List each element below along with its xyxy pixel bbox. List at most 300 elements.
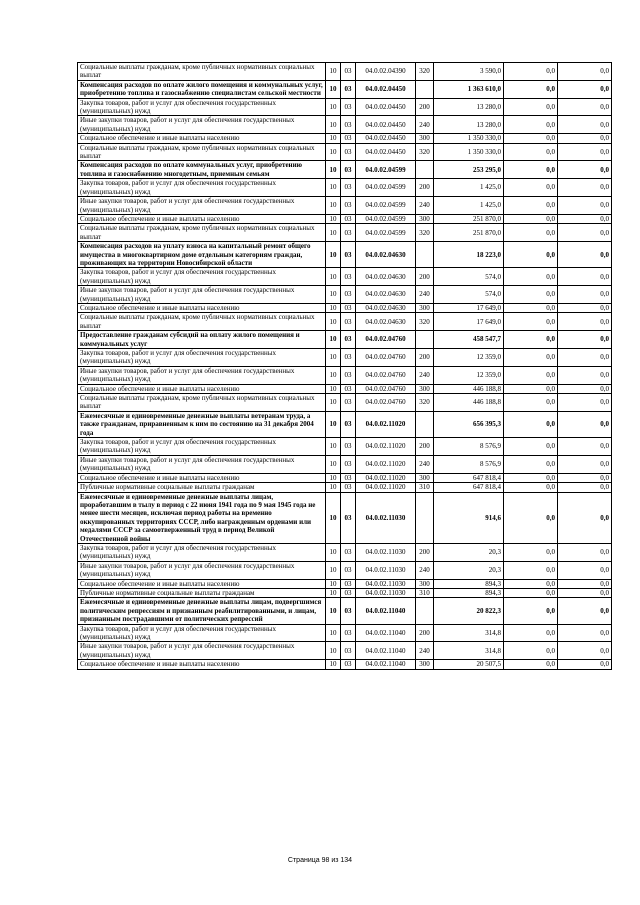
table-row bbox=[78, 438, 612, 456]
table-row bbox=[78, 143, 612, 161]
amount-year-1: 458 547,7 bbox=[434, 331, 504, 349]
target-article-code: 04.0.02.04599 bbox=[356, 197, 416, 215]
section-code: 10 bbox=[326, 492, 341, 543]
table-row bbox=[78, 561, 612, 579]
section-code: 10 bbox=[326, 366, 341, 384]
expense-type-code bbox=[416, 331, 434, 349]
section-code: 10 bbox=[326, 349, 341, 367]
amount-year-3: 0,0 bbox=[558, 286, 612, 304]
amount-year-3: 0,0 bbox=[558, 242, 612, 268]
amount-year-2: 0,0 bbox=[504, 394, 558, 412]
target-article-code: 04.0.02.04760 bbox=[356, 366, 416, 384]
row-name: Закупка товаров, работ и услуг для обеспечения государственных (муниципальных) нужд bbox=[78, 268, 326, 286]
amount-year-3: 0,0 bbox=[558, 197, 612, 215]
row-name: Иные закупки товаров, работ и услуг для обеспечения государственных (муниципальных) нужд bbox=[78, 642, 326, 660]
amount-year-3: 0,0 bbox=[558, 143, 612, 161]
section-code: 10 bbox=[326, 384, 341, 393]
table-row bbox=[78, 473, 612, 482]
amount-year-2: 0,0 bbox=[504, 116, 558, 134]
amount-year-1: 446 188,8 bbox=[434, 394, 504, 412]
amount-year-1: 13 280,0 bbox=[434, 98, 504, 116]
target-article-code: 04.0.02.04599 bbox=[356, 179, 416, 197]
page-footer: Страница 98 из 134 bbox=[287, 857, 353, 864]
table-row-heading bbox=[78, 492, 612, 543]
subsection-code: 03 bbox=[341, 303, 356, 312]
table-row bbox=[78, 624, 612, 642]
target-article-code: 04.0.02.04450 bbox=[356, 134, 416, 143]
row-name: Закупка товаров, работ и услуг для обеспечения государственных (муниципальных) нужд bbox=[78, 179, 326, 197]
target-article-code: 04.0.02.04760 bbox=[356, 331, 416, 349]
row-name: Иные закупки товаров, работ и услуг для обеспечения государственных (муниципальных) нужд bbox=[78, 561, 326, 579]
expense-type-code: 310 bbox=[416, 483, 434, 492]
section-code: 10 bbox=[326, 455, 341, 473]
amount-year-3: 0,0 bbox=[558, 224, 612, 242]
section-code: 10 bbox=[326, 331, 341, 349]
target-article-code: 04.0.02.11020 bbox=[356, 411, 416, 437]
target-article-code: 04.0.02.04599 bbox=[356, 224, 416, 242]
amount-year-1: 1 425,0 bbox=[434, 197, 504, 215]
amount-year-3: 0,0 bbox=[558, 98, 612, 116]
section-code: 10 bbox=[326, 313, 341, 331]
target-article-code: 04.0.02.04630 bbox=[356, 303, 416, 312]
row-name: Ежемесячные и единовременные денежные выплаты лицам, подвергшимся политическим репрессиям и признанным реабилитированными, и лицам, признанным пострадавшими от политических репрессий bbox=[78, 598, 326, 624]
amount-year-2: 0,0 bbox=[504, 303, 558, 312]
section-code: 10 bbox=[326, 268, 341, 286]
amount-year-1: 914,6 bbox=[434, 492, 504, 543]
amount-year-3: 0,0 bbox=[558, 660, 612, 669]
row-name: Социальные выплаты гражданам, кроме публичных нормативных социальных выплат bbox=[78, 63, 326, 81]
section-code: 10 bbox=[326, 598, 341, 624]
section-code: 10 bbox=[326, 624, 341, 642]
amount-year-1: 446 188,8 bbox=[434, 384, 504, 393]
row-name: Социальное обеспечение и иные выплаты населению bbox=[78, 660, 326, 669]
row-name: Закупка товаров, работ и услуг для обеспечения государственных (муниципальных) нужд bbox=[78, 98, 326, 116]
target-article-code: 04.0.02.04630 bbox=[356, 268, 416, 286]
expense-type-code: 240 bbox=[416, 286, 434, 304]
target-article-code: 04.0.02.11040 bbox=[356, 598, 416, 624]
section-code: 10 bbox=[326, 483, 341, 492]
amount-year-3: 0,0 bbox=[558, 384, 612, 393]
expense-type-code: 300 bbox=[416, 384, 434, 393]
amount-year-1: 314,8 bbox=[434, 624, 504, 642]
target-article-code: 04.0.02.04760 bbox=[356, 394, 416, 412]
expense-type-code: 200 bbox=[416, 179, 434, 197]
expense-type-code bbox=[416, 242, 434, 268]
table-row bbox=[78, 366, 612, 384]
amount-year-2: 0,0 bbox=[504, 543, 558, 561]
amount-year-2: 0,0 bbox=[504, 268, 558, 286]
amount-year-1: 1 363 610,0 bbox=[434, 80, 504, 98]
amount-year-2: 0,0 bbox=[504, 242, 558, 268]
expense-type-code: 240 bbox=[416, 116, 434, 134]
amount-year-3: 0,0 bbox=[558, 63, 612, 81]
table-row bbox=[78, 483, 612, 492]
amount-year-2: 0,0 bbox=[504, 63, 558, 81]
row-name: Иные закупки товаров, работ и услуг для обеспечения государственных (муниципальных) нужд bbox=[78, 286, 326, 304]
subsection-code: 03 bbox=[341, 116, 356, 134]
amount-year-3: 0,0 bbox=[558, 492, 612, 543]
expense-type-code bbox=[416, 80, 434, 98]
table-row bbox=[78, 349, 612, 367]
section-code: 10 bbox=[326, 588, 341, 597]
amount-year-1: 251 870,0 bbox=[434, 224, 504, 242]
table-row-heading bbox=[78, 161, 612, 179]
expense-type-code: 200 bbox=[416, 349, 434, 367]
amount-year-3: 0,0 bbox=[558, 116, 612, 134]
row-name: Социальные выплаты гражданам, кроме публичных нормативных социальных выплат bbox=[78, 143, 326, 161]
amount-year-1: 13 280,0 bbox=[434, 116, 504, 134]
section-code: 10 bbox=[326, 660, 341, 669]
target-article-code: 04.0.02.04450 bbox=[356, 80, 416, 98]
table-row-heading bbox=[78, 242, 612, 268]
row-name: Предоставление гражданам субсидий на оплату жилого помещения и коммунальных услуг bbox=[78, 331, 326, 349]
amount-year-2: 0,0 bbox=[504, 98, 558, 116]
target-article-code: 04.0.02.11030 bbox=[356, 588, 416, 597]
subsection-code: 03 bbox=[341, 349, 356, 367]
amount-year-1: 20 507,5 bbox=[434, 660, 504, 669]
amount-year-2: 0,0 bbox=[504, 492, 558, 543]
table-row-heading bbox=[78, 331, 612, 349]
subsection-code: 03 bbox=[341, 642, 356, 660]
amount-year-1: 894,3 bbox=[434, 579, 504, 588]
amount-year-1: 1 350 330,0 bbox=[434, 143, 504, 161]
amount-year-1: 20,3 bbox=[434, 543, 504, 561]
row-name: Социальное обеспечение и иные выплаты населению bbox=[78, 214, 326, 223]
expense-type-code: 320 bbox=[416, 224, 434, 242]
subsection-code: 03 bbox=[341, 624, 356, 642]
table-row bbox=[78, 116, 612, 134]
expense-type-code: 320 bbox=[416, 63, 434, 81]
expense-type-code bbox=[416, 161, 434, 179]
subsection-code: 03 bbox=[341, 561, 356, 579]
section-code: 10 bbox=[326, 116, 341, 134]
subsection-code: 03 bbox=[341, 394, 356, 412]
amount-year-2: 0,0 bbox=[504, 313, 558, 331]
target-article-code: 04.0.02.11020 bbox=[356, 483, 416, 492]
subsection-code: 03 bbox=[341, 438, 356, 456]
table-row bbox=[78, 286, 612, 304]
expense-type-code bbox=[416, 492, 434, 543]
section-code: 10 bbox=[326, 543, 341, 561]
table-row bbox=[78, 579, 612, 588]
row-name: Социальное обеспечение и иные выплаты населению bbox=[78, 134, 326, 143]
amount-year-2: 0,0 bbox=[504, 80, 558, 98]
section-code: 10 bbox=[326, 642, 341, 660]
subsection-code: 03 bbox=[341, 80, 356, 98]
row-name: Иные закупки товаров, работ и услуг для обеспечения государственных (муниципальных) нужд bbox=[78, 455, 326, 473]
amount-year-3: 0,0 bbox=[558, 543, 612, 561]
subsection-code: 03 bbox=[341, 483, 356, 492]
row-name: Социальные выплаты гражданам, кроме публичных нормативных социальных выплат bbox=[78, 394, 326, 412]
target-article-code: 04.0.02.04760 bbox=[356, 384, 416, 393]
row-name: Социальное обеспечение и иные выплаты населению bbox=[78, 303, 326, 312]
target-article-code: 04.0.02.11040 bbox=[356, 624, 416, 642]
subsection-code: 03 bbox=[341, 660, 356, 669]
row-name: Компенсация расходов на уплату взноса на капитальный ремонт общего имущества в многоквартирном доме отдельным категориям граждан, проживающих на территории Новосибирской области bbox=[78, 242, 326, 268]
subsection-code: 03 bbox=[341, 411, 356, 437]
section-code: 10 bbox=[326, 63, 341, 81]
amount-year-2: 0,0 bbox=[504, 660, 558, 669]
expense-type-code: 300 bbox=[416, 579, 434, 588]
amount-year-3: 0,0 bbox=[558, 268, 612, 286]
amount-year-3: 0,0 bbox=[558, 134, 612, 143]
expense-type-code: 200 bbox=[416, 543, 434, 561]
amount-year-3: 0,0 bbox=[558, 179, 612, 197]
table-row bbox=[78, 197, 612, 215]
subsection-code: 03 bbox=[341, 98, 356, 116]
budget-table bbox=[77, 62, 612, 670]
target-article-code: 04.0.02.11030 bbox=[356, 543, 416, 561]
amount-year-2: 0,0 bbox=[504, 143, 558, 161]
table-row bbox=[78, 455, 612, 473]
target-article-code: 04.0.02.04599 bbox=[356, 161, 416, 179]
expense-type-code: 300 bbox=[416, 303, 434, 312]
table-row bbox=[78, 98, 612, 116]
amount-year-2: 0,0 bbox=[504, 579, 558, 588]
row-name: Закупка товаров, работ и услуг для обеспечения государственных (муниципальных) нужд bbox=[78, 349, 326, 367]
target-article-code: 04.0.02.11030 bbox=[356, 579, 416, 588]
row-name: Социальные выплаты гражданам, кроме публичных нормативных социальных выплат bbox=[78, 224, 326, 242]
amount-year-2: 0,0 bbox=[504, 161, 558, 179]
subsection-code: 03 bbox=[341, 588, 356, 597]
expense-type-code: 200 bbox=[416, 98, 434, 116]
section-code: 10 bbox=[326, 179, 341, 197]
amount-year-2: 0,0 bbox=[504, 349, 558, 367]
table-row bbox=[78, 179, 612, 197]
subsection-code: 03 bbox=[341, 134, 356, 143]
amount-year-3: 0,0 bbox=[558, 394, 612, 412]
target-article-code: 04.0.02.04450 bbox=[356, 98, 416, 116]
amount-year-1: 314,8 bbox=[434, 642, 504, 660]
expense-type-code: 240 bbox=[416, 455, 434, 473]
target-article-code: 04.0.02.11020 bbox=[356, 473, 416, 482]
target-article-code: 04.0.02.04630 bbox=[356, 286, 416, 304]
section-code: 10 bbox=[326, 143, 341, 161]
target-article-code: 04.0.02.11020 bbox=[356, 438, 416, 456]
target-article-code: 04.0.02.04760 bbox=[356, 349, 416, 367]
section-code: 10 bbox=[326, 438, 341, 456]
expense-type-code: 200 bbox=[416, 268, 434, 286]
amount-year-1: 8 576,9 bbox=[434, 455, 504, 473]
amount-year-3: 0,0 bbox=[558, 561, 612, 579]
subsection-code: 03 bbox=[341, 143, 356, 161]
expense-type-code: 320 bbox=[416, 313, 434, 331]
row-name: Социальное обеспечение и иные выплаты населению bbox=[78, 384, 326, 393]
amount-year-2: 0,0 bbox=[504, 588, 558, 597]
section-code: 10 bbox=[326, 286, 341, 304]
section-code: 10 bbox=[326, 224, 341, 242]
section-code: 10 bbox=[326, 303, 341, 312]
amount-year-1: 894,3 bbox=[434, 588, 504, 597]
row-name: Иные закупки товаров, работ и услуг для обеспечения государственных (муниципальных) нужд bbox=[78, 197, 326, 215]
table-row bbox=[78, 394, 612, 412]
subsection-code: 03 bbox=[341, 242, 356, 268]
row-name: Ежемесячные и единовременные денежные выплаты ветеранам труда, а также гражданам, приравненным к ним по состоянию на 31 декабря 2004 года bbox=[78, 411, 326, 437]
amount-year-1: 20 822,3 bbox=[434, 598, 504, 624]
amount-year-1: 12 359,0 bbox=[434, 366, 504, 384]
amount-year-2: 0,0 bbox=[504, 642, 558, 660]
amount-year-2: 0,0 bbox=[504, 438, 558, 456]
table-row bbox=[78, 660, 612, 669]
table-row bbox=[78, 63, 612, 81]
expense-type-code: 320 bbox=[416, 143, 434, 161]
section-code: 10 bbox=[326, 98, 341, 116]
expense-type-code: 300 bbox=[416, 473, 434, 482]
row-name: Иные закупки товаров, работ и услуг для обеспечения государственных (муниципальных) нужд bbox=[78, 116, 326, 134]
expense-type-code: 310 bbox=[416, 588, 434, 597]
expense-type-code: 200 bbox=[416, 438, 434, 456]
row-name: Компенсация расходов по оплате коммунальных услуг, приобретению топлива и газоснабжению многодетным, приемным семьям bbox=[78, 161, 326, 179]
amount-year-3: 0,0 bbox=[558, 598, 612, 624]
section-code: 10 bbox=[326, 579, 341, 588]
row-name: Публичные нормативные социальные выплаты гражданам bbox=[78, 588, 326, 597]
amount-year-3: 0,0 bbox=[558, 455, 612, 473]
amount-year-2: 0,0 bbox=[504, 624, 558, 642]
amount-year-3: 0,0 bbox=[558, 642, 612, 660]
table-row bbox=[78, 642, 612, 660]
section-code: 10 bbox=[326, 411, 341, 437]
row-name: Социальное обеспечение и иные выплаты населению bbox=[78, 473, 326, 482]
subsection-code: 03 bbox=[341, 313, 356, 331]
subsection-code: 03 bbox=[341, 579, 356, 588]
amount-year-3: 0,0 bbox=[558, 303, 612, 312]
amount-year-1: 12 359,0 bbox=[434, 349, 504, 367]
amount-year-3: 0,0 bbox=[558, 483, 612, 492]
amount-year-3: 0,0 bbox=[558, 473, 612, 482]
target-article-code: 04.0.02.11030 bbox=[356, 492, 416, 543]
subsection-code: 03 bbox=[341, 384, 356, 393]
subsection-code: 03 bbox=[341, 63, 356, 81]
target-article-code: 04.0.02.04450 bbox=[356, 116, 416, 134]
target-article-code: 04.0.02.11040 bbox=[356, 642, 416, 660]
expense-type-code bbox=[416, 598, 434, 624]
table-row bbox=[78, 268, 612, 286]
amount-year-1: 1 350 330,0 bbox=[434, 134, 504, 143]
expense-type-code: 300 bbox=[416, 134, 434, 143]
amount-year-3: 0,0 bbox=[558, 624, 612, 642]
target-article-code: 04.0.02.04630 bbox=[356, 313, 416, 331]
target-article-code: 04.0.02.04450 bbox=[356, 143, 416, 161]
section-code: 10 bbox=[326, 394, 341, 412]
amount-year-2: 0,0 bbox=[504, 561, 558, 579]
section-code: 10 bbox=[326, 214, 341, 223]
section-code: 10 bbox=[326, 80, 341, 98]
target-article-code: 04.0.02.04390 bbox=[356, 63, 416, 81]
amount-year-3: 0,0 bbox=[558, 588, 612, 597]
row-name: Закупка товаров, работ и услуг для обеспечения государственных (муниципальных) нужд bbox=[78, 543, 326, 561]
amount-year-1: 8 576,9 bbox=[434, 438, 504, 456]
expense-type-code: 240 bbox=[416, 561, 434, 579]
amount-year-1: 253 295,0 bbox=[434, 161, 504, 179]
subsection-code: 03 bbox=[341, 179, 356, 197]
table-row bbox=[78, 588, 612, 597]
subsection-code: 03 bbox=[341, 224, 356, 242]
target-article-code: 04.0.02.04630 bbox=[356, 242, 416, 268]
amount-year-1: 20,3 bbox=[434, 561, 504, 579]
amount-year-2: 0,0 bbox=[504, 598, 558, 624]
expense-type-code: 240 bbox=[416, 366, 434, 384]
subsection-code: 03 bbox=[341, 214, 356, 223]
amount-year-3: 0,0 bbox=[558, 411, 612, 437]
amount-year-2: 0,0 bbox=[504, 224, 558, 242]
table-row bbox=[78, 543, 612, 561]
expense-type-code: 320 bbox=[416, 394, 434, 412]
subsection-code: 03 bbox=[341, 286, 356, 304]
amount-year-2: 0,0 bbox=[504, 366, 558, 384]
amount-year-3: 0,0 bbox=[558, 349, 612, 367]
row-name: Иные закупки товаров, работ и услуг для обеспечения государственных (муниципальных) нужд bbox=[78, 366, 326, 384]
subsection-code: 03 bbox=[341, 598, 356, 624]
subsection-code: 03 bbox=[341, 473, 356, 482]
amount-year-1: 574,0 bbox=[434, 286, 504, 304]
subsection-code: 03 bbox=[341, 366, 356, 384]
table-row bbox=[78, 384, 612, 393]
expense-type-code: 240 bbox=[416, 642, 434, 660]
amount-year-2: 0,0 bbox=[504, 197, 558, 215]
amount-year-2: 0,0 bbox=[504, 483, 558, 492]
amount-year-2: 0,0 bbox=[504, 331, 558, 349]
table-row-heading bbox=[78, 411, 612, 437]
section-code: 10 bbox=[326, 197, 341, 215]
amount-year-2: 0,0 bbox=[504, 384, 558, 393]
amount-year-2: 0,0 bbox=[504, 286, 558, 304]
amount-year-3: 0,0 bbox=[558, 438, 612, 456]
table-row bbox=[78, 313, 612, 331]
amount-year-3: 0,0 bbox=[558, 366, 612, 384]
subsection-code: 03 bbox=[341, 268, 356, 286]
row-name: Публичные нормативные социальные выплаты гражданам bbox=[78, 483, 326, 492]
amount-year-1: 656 395,3 bbox=[434, 411, 504, 437]
subsection-code: 03 bbox=[341, 455, 356, 473]
amount-year-1: 251 870,0 bbox=[434, 214, 504, 223]
table-row bbox=[78, 214, 612, 223]
amount-year-2: 0,0 bbox=[504, 179, 558, 197]
expense-type-code: 300 bbox=[416, 660, 434, 669]
amount-year-2: 0,0 bbox=[504, 214, 558, 223]
amount-year-3: 0,0 bbox=[558, 313, 612, 331]
amount-year-2: 0,0 bbox=[504, 473, 558, 482]
amount-year-3: 0,0 bbox=[558, 579, 612, 588]
amount-year-3: 0,0 bbox=[558, 161, 612, 179]
amount-year-1: 18 223,0 bbox=[434, 242, 504, 268]
subsection-code: 03 bbox=[341, 331, 356, 349]
row-name: Компенсация расходов по оплате жилого помещения и коммунальных услуг, приобретению топлива и газоснабжению специалистам сельской местности bbox=[78, 80, 326, 98]
table-row-heading bbox=[78, 80, 612, 98]
amount-year-1: 3 590,0 bbox=[434, 63, 504, 81]
amount-year-1: 17 649,0 bbox=[434, 303, 504, 312]
amount-year-2: 0,0 bbox=[504, 411, 558, 437]
amount-year-2: 0,0 bbox=[504, 134, 558, 143]
amount-year-3: 0,0 bbox=[558, 80, 612, 98]
subsection-code: 03 bbox=[341, 543, 356, 561]
amount-year-2: 0,0 bbox=[504, 455, 558, 473]
budget-table-container bbox=[77, 62, 611, 670]
section-code: 10 bbox=[326, 242, 341, 268]
amount-year-1: 647 818,4 bbox=[434, 473, 504, 482]
section-code: 10 bbox=[326, 561, 341, 579]
table-body bbox=[78, 63, 612, 670]
table-row bbox=[78, 134, 612, 143]
target-article-code: 04.0.02.04599 bbox=[356, 214, 416, 223]
row-name: Закупка товаров, работ и услуг для обеспечения государственных (муниципальных) нужд bbox=[78, 624, 326, 642]
row-name: Закупка товаров, работ и услуг для обеспечения государственных (муниципальных) нужд bbox=[78, 438, 326, 456]
amount-year-1: 1 425,0 bbox=[434, 179, 504, 197]
expense-type-code: 200 bbox=[416, 624, 434, 642]
subsection-code: 03 bbox=[341, 197, 356, 215]
row-name: Ежемесячные и единовременные денежные выплаты лицам, проработавшим в тылу в период с 22 июня 1941 года по 9 мая 1945 года не менее шести месяцев, исключая период работы на временно оккупированных территориях СССР, либо награжденным орденами или медалями СССР за самоотверженный труд в период Великой Отечественной войны bbox=[78, 492, 326, 543]
target-article-code: 04.0.02.11030 bbox=[356, 561, 416, 579]
expense-type-code: 300 bbox=[416, 214, 434, 223]
